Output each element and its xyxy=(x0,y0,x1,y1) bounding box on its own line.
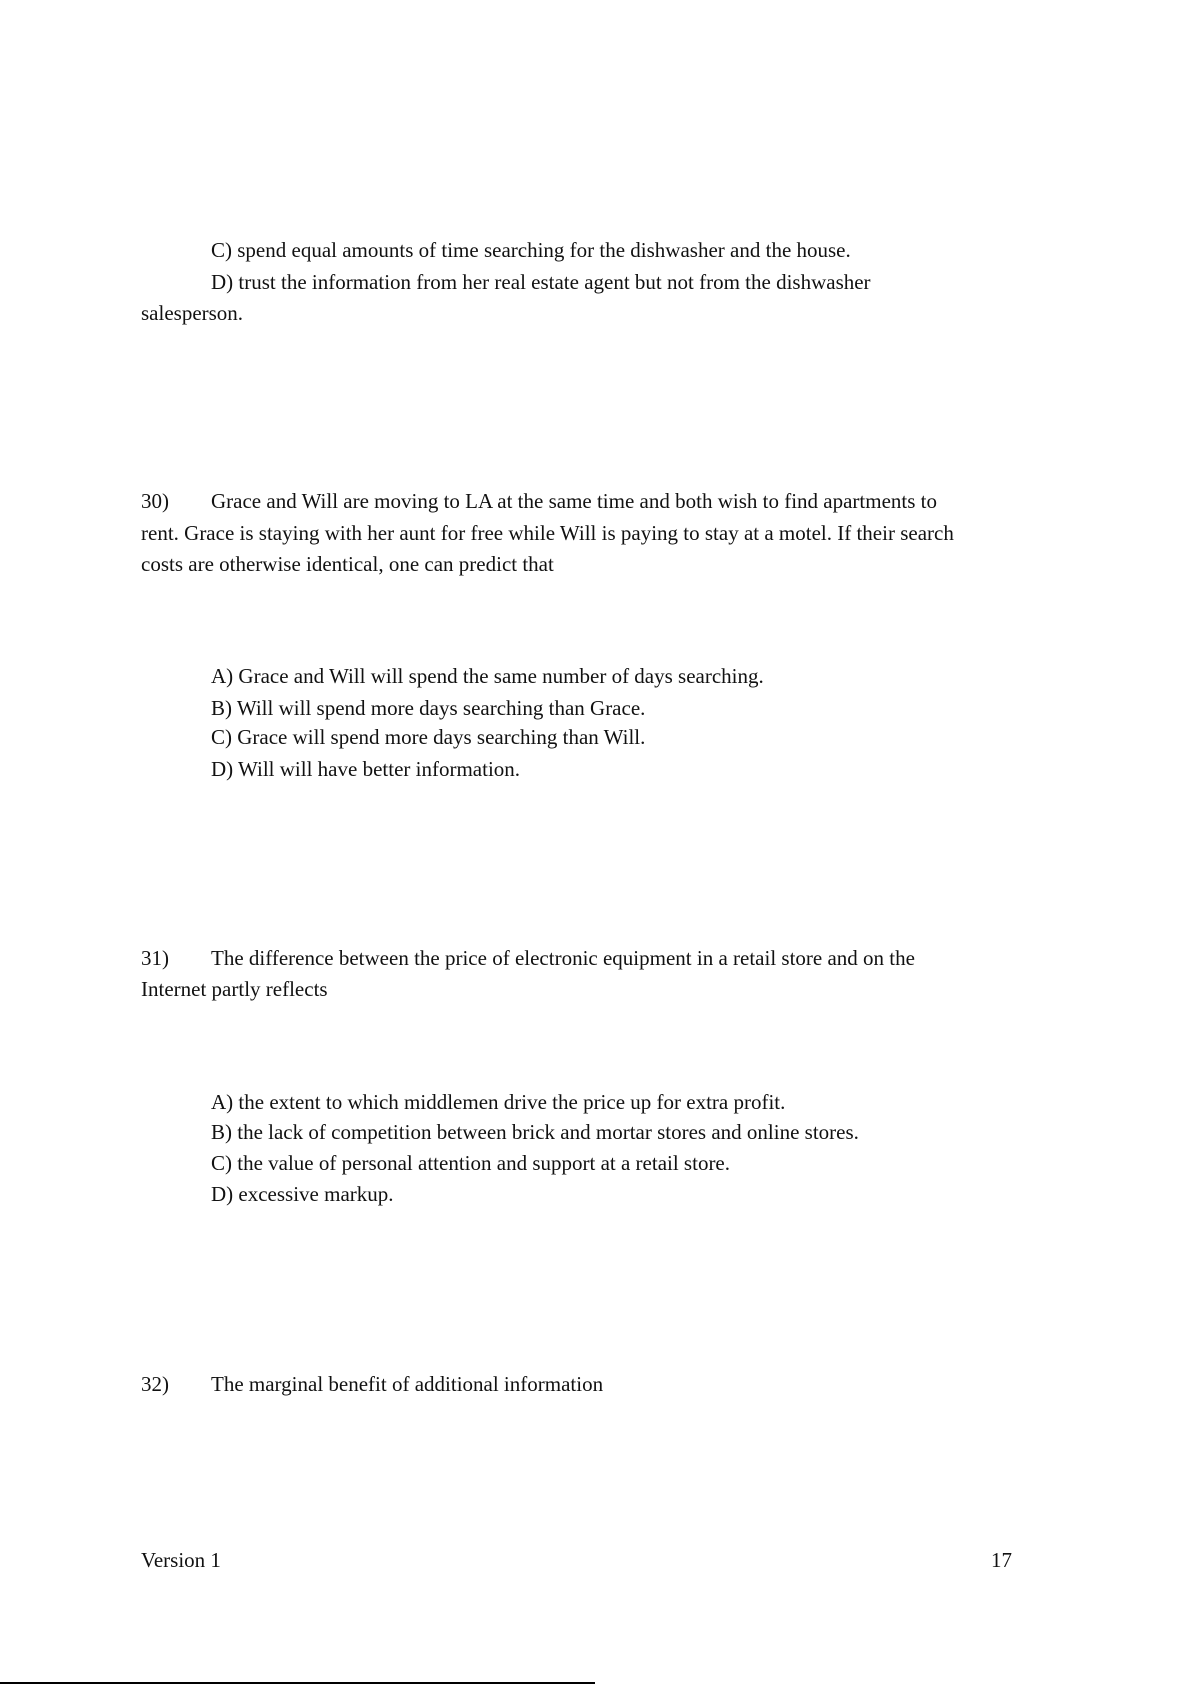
option-text: B) Will will spend more days searching than Grace. xyxy=(211,696,646,720)
option-text: A) Grace and Will will spend the same number of days searching. xyxy=(211,664,764,688)
question-text: Internet partly reflects xyxy=(141,977,328,1001)
option-text: B) the lack of competition between brick and mortar stores and online stores. xyxy=(211,1120,859,1144)
footer-page-number: 17 xyxy=(991,1548,1012,1572)
question-text: The marginal benefit of additional information xyxy=(211,1372,604,1396)
question-number: 32) xyxy=(141,1372,169,1396)
question-30-stem xyxy=(141,489,937,513)
footer-version: Version 1 xyxy=(141,1548,221,1572)
question-text: rent. Grace is staying with her aunt for free while Will is paying to stay at a motel. If their search xyxy=(141,521,954,545)
page-bottom-rule xyxy=(0,1682,595,1684)
option-text: D) excessive markup. xyxy=(211,1182,394,1206)
question-number: 30) xyxy=(141,489,169,513)
question-32-stem xyxy=(141,1372,603,1396)
question-text: costs are otherwise identical, one can predict that xyxy=(141,552,554,576)
option-continuation: salesperson. xyxy=(141,301,244,325)
option-text: D) Will will have better information. xyxy=(211,757,521,781)
option-text: C) the value of personal attention and support at a retail store. xyxy=(211,1151,731,1175)
question-number: 31) xyxy=(141,946,169,970)
question-31-stem xyxy=(141,946,915,970)
option-text: C) Grace will spend more days searching than Will. xyxy=(211,725,646,749)
option-text: A) the extent to which middlemen drive the price up for extra profit. xyxy=(211,1090,786,1114)
question-text: The difference between the price of electronic equipment in a retail store and on the xyxy=(211,946,915,970)
question-text: Grace and Will are moving to LA at the same time and both wish to find apartments to xyxy=(211,489,938,513)
option-text: D) trust the information from her real estate agent but not from the dishwasher xyxy=(211,270,871,294)
option-text: C) spend equal amounts of time searching for the dishwasher and the house. xyxy=(211,238,851,262)
